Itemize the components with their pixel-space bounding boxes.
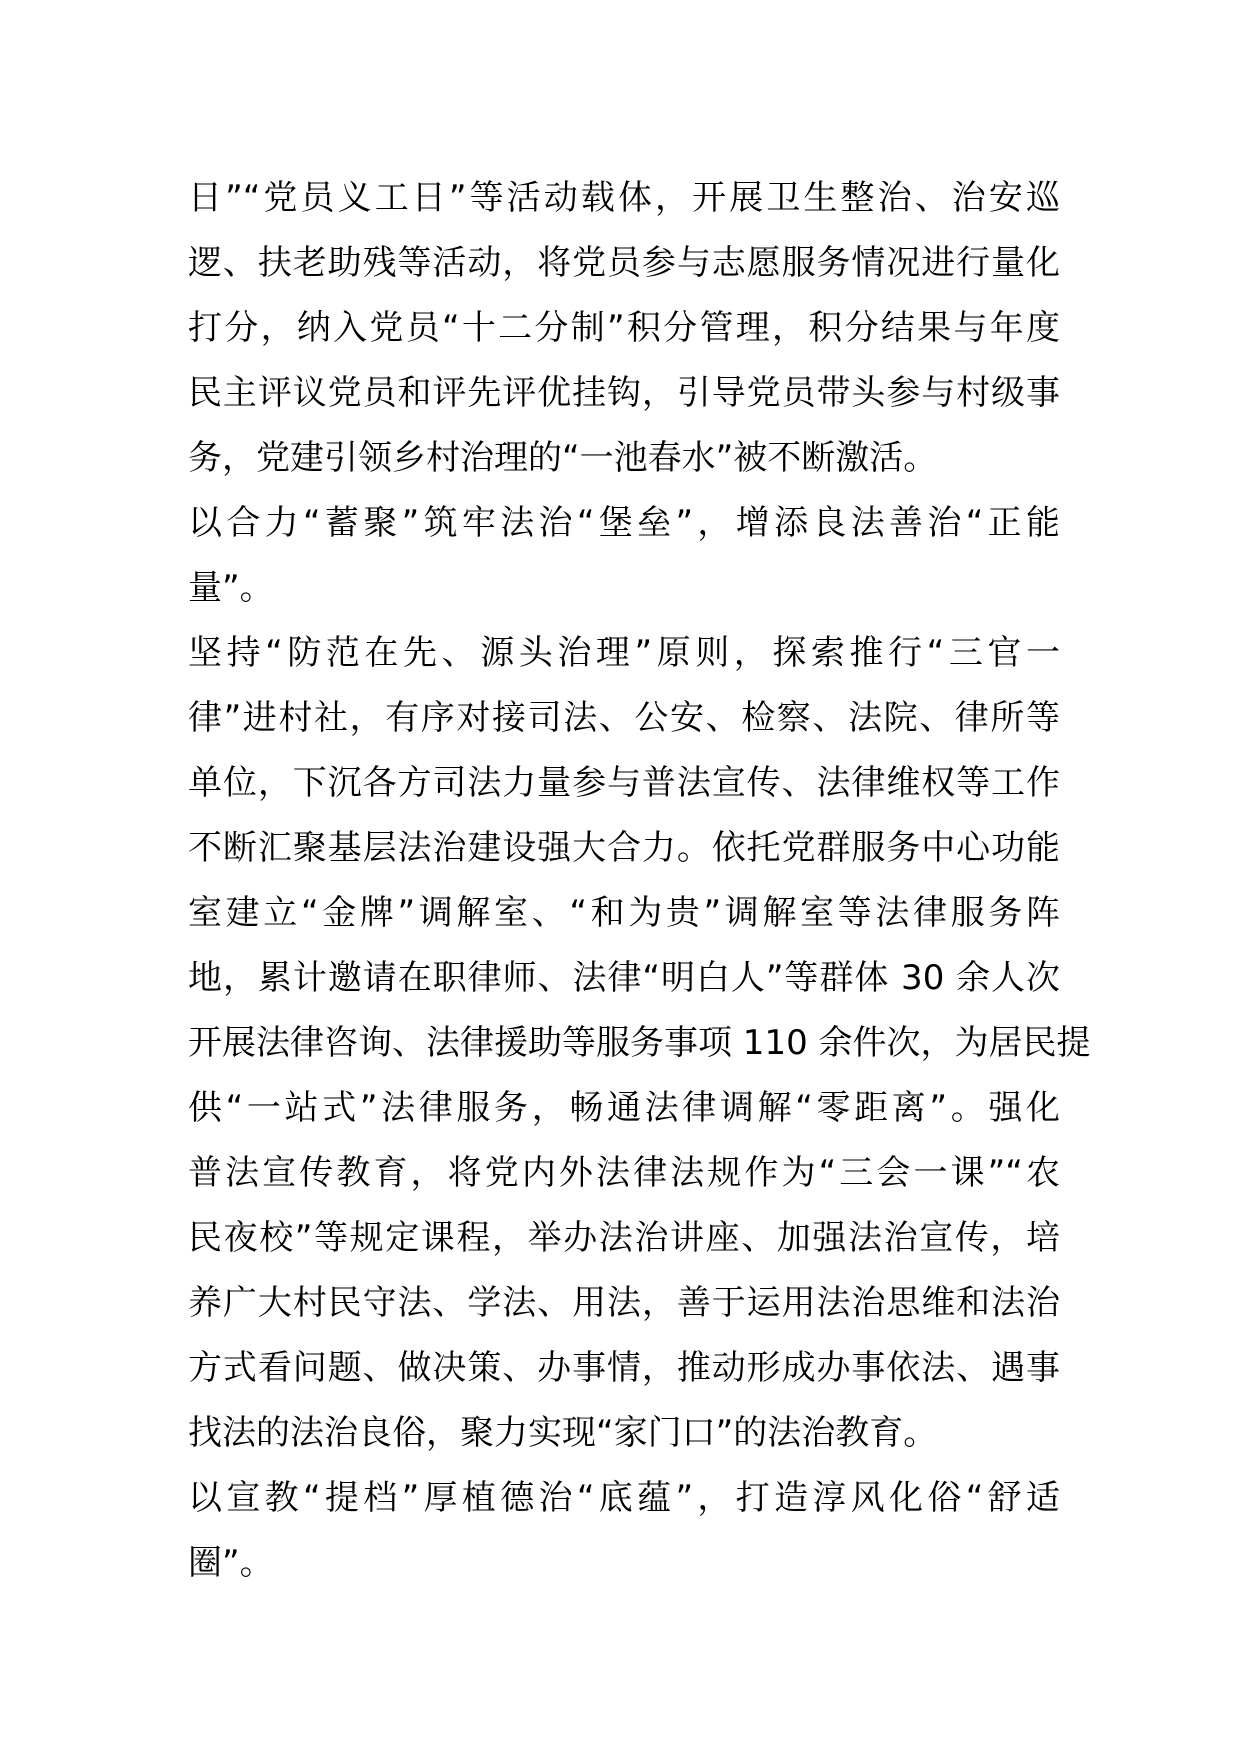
text-line: 养广大村民守法、学法、用法，善于运用法治思维和法治 bbox=[188, 1283, 1060, 1323]
text-line: 打分，纳入党员“十二分制”积分管理，积分结果与年度 bbox=[188, 308, 1060, 348]
text-line: 坚持“防范在先、源头治理”原则，探索推行“三官一 bbox=[188, 633, 1060, 673]
document-body bbox=[188, 166, 1091, 1596]
section-heading-line: 量”。 bbox=[188, 568, 274, 608]
text-line: 供“一站式”法律服务，畅通法律调解“零距离”。强化 bbox=[188, 1088, 1060, 1128]
text-line: 逻、扶老助残等活动，将党员参与志愿服务情况进行量化 bbox=[188, 243, 1060, 283]
text-line: 不断汇聚基层法治建设强大合力。依托党群服务中心功能 bbox=[188, 828, 1060, 868]
text-line: 找法的法治良俗，聚力实现“家门口”的法治教育。 bbox=[188, 1413, 938, 1453]
text-line: 民夜校”等规定课程，举办法治讲座、加强法治宣传，培 bbox=[188, 1218, 1060, 1258]
text-line: 单位，下沉各方司法力量参与普法宣传、法律维权等工作 bbox=[188, 763, 1060, 803]
section-heading-line: 以合力“蓄聚”筑牢法治“堡垒”，增添良法善治“正能 bbox=[188, 503, 1060, 543]
section-heading-line: 以宣教“提档”厚植德治“底蕴”，打造淳风化俗“舒适 bbox=[188, 1478, 1060, 1518]
text-line: 方式看问题、做决策、办事情，推动形成办事依法、遇事 bbox=[188, 1348, 1060, 1388]
text-line: 民主评议党员和评先评优挂钩，引导党员带头参与村级事 bbox=[188, 373, 1060, 413]
text-line: 律”进村社，有序对接司法、公安、检察、法院、律所等 bbox=[188, 698, 1060, 738]
text-line: 务，党建引领乡村治理的“一池春水”被不断激活。 bbox=[188, 438, 938, 478]
text-line: 日”“党员义工日”等活动载体，开展卫生整治、治安巡 bbox=[188, 178, 1060, 218]
text-line: 地，累计邀请在职律师、法律“明白人”等群体 30 余人次 bbox=[188, 958, 1060, 998]
text-line: 普法宣传教育，将党内外法律法规作为“三会一课”“农 bbox=[188, 1153, 1060, 1193]
text-line: 室建立“金牌”调解室、“和为贵”调解室等法律服务阵 bbox=[188, 893, 1060, 933]
text-line: 开展法律咨询、法律援助等服务事项 110 余件次，为居民提 bbox=[188, 1023, 1091, 1063]
section-heading-line: 圈”。 bbox=[188, 1543, 274, 1583]
